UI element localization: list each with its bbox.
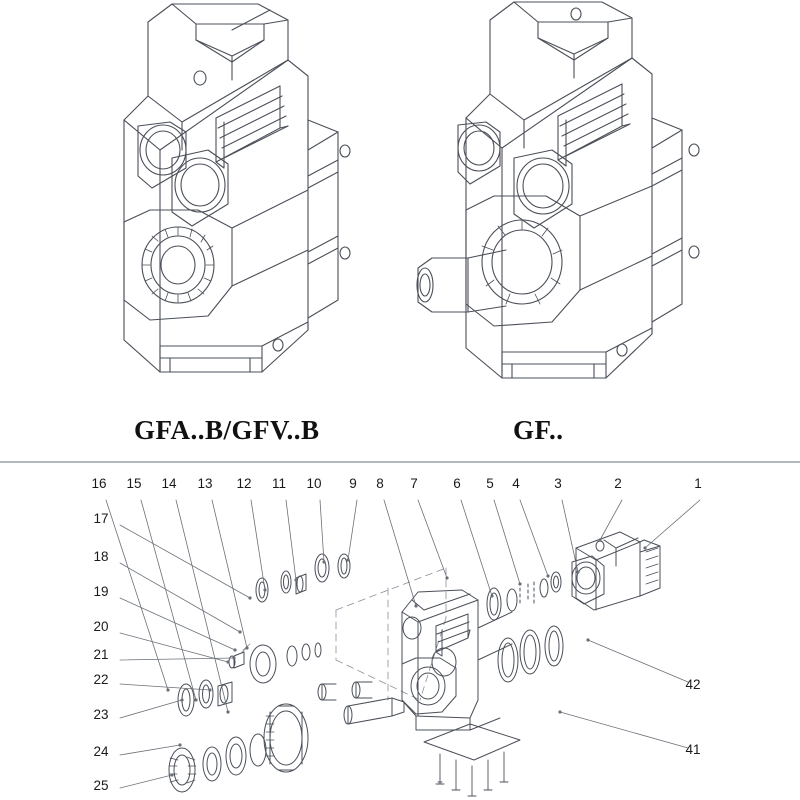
callout-label-25: 25 — [93, 778, 109, 793]
gearbox-view-left-geometry — [124, 4, 350, 372]
callout-label-17: 17 — [93, 511, 109, 526]
leader-endpoint-15 — [194, 698, 197, 701]
leader-line-1 — [645, 500, 700, 548]
callout-label-8: 8 — [376, 476, 384, 491]
leader-line-19 — [120, 598, 235, 650]
leader-line-12 — [251, 500, 265, 590]
callout-label-1: 1 — [694, 476, 702, 491]
gearbox-view-right-geometry — [417, 2, 699, 378]
leader-endpoint-23 — [180, 698, 183, 701]
leader-line-25 — [120, 775, 172, 788]
leader-endpoint-12 — [263, 588, 266, 591]
callout-label-14: 14 — [161, 476, 177, 491]
callout-label-12: 12 — [236, 476, 252, 491]
callout-label-13: 13 — [197, 476, 213, 491]
leader-endpoint-41 — [558, 710, 561, 713]
callout-label-18: 18 — [93, 549, 109, 564]
leader-line-2 — [600, 500, 622, 540]
leader-line-4 — [520, 500, 548, 576]
callout-label-11: 11 — [271, 476, 286, 491]
callout-label-15: 15 — [126, 476, 142, 491]
callout-label-2: 2 — [614, 476, 622, 491]
leader-line-7 — [418, 500, 447, 578]
leader-endpoint-14 — [226, 710, 229, 713]
leader-endpoint-5 — [518, 582, 521, 585]
callout-label-24: 24 — [93, 744, 109, 759]
callout-label-19: 19 — [93, 584, 109, 599]
leader-endpoint-6 — [490, 594, 493, 597]
leader-endpoint-19 — [233, 648, 236, 651]
leader-line-22 — [120, 684, 210, 690]
exploded-assembly-geometry — [169, 532, 660, 796]
caption-gf: GF.. — [513, 415, 564, 445]
leader-line-41 — [560, 712, 688, 748]
leader-line-10 — [320, 500, 324, 562]
callout-label-10: 10 — [306, 476, 322, 491]
leader-endpoint-7 — [445, 576, 448, 579]
leader-endpoint-20 — [226, 660, 229, 663]
callout-label-16: 16 — [91, 476, 107, 491]
leader-endpoint-3 — [576, 570, 579, 573]
leader-line-16 — [106, 500, 168, 690]
callout-label-41: 41 — [685, 742, 701, 757]
callout-label-42: 42 — [685, 677, 701, 692]
callout-label-22: 22 — [93, 672, 109, 687]
callout-label-5: 5 — [486, 476, 494, 491]
callout-label-3: 3 — [554, 476, 562, 491]
leader-endpoint-8 — [414, 604, 417, 607]
leader-endpoint-9 — [346, 558, 349, 561]
leader-endpoint-2 — [598, 538, 601, 541]
leader-line-3 — [562, 500, 578, 572]
leader-line-14 — [176, 500, 228, 712]
leader-line-6 — [461, 500, 492, 596]
callout-label-21: 21 — [93, 647, 109, 662]
leader-endpoint-13 — [245, 646, 248, 649]
caption-gfa-b-gfv-b: GFA..B/GFV..B — [134, 415, 320, 445]
callout-label-7: 7 — [410, 476, 418, 491]
leader-line-42 — [588, 640, 688, 682]
leader-endpoint-1 — [643, 546, 646, 549]
callout-label-9: 9 — [349, 476, 357, 491]
callout-label-20: 20 — [93, 619, 109, 634]
leader-endpoint-21 — [232, 656, 235, 659]
leader-line-11 — [286, 500, 296, 580]
leader-endpoint-42 — [586, 638, 589, 641]
leader-endpoint-17 — [248, 596, 251, 599]
leader-line-8 — [384, 500, 416, 606]
leader-endpoint-22 — [208, 688, 211, 691]
leader-endpoint-24 — [178, 743, 181, 746]
leader-line-15 — [141, 500, 196, 700]
leader-endpoint-18 — [238, 630, 241, 633]
callout-label-6: 6 — [453, 476, 461, 491]
leader-endpoint-10 — [322, 560, 325, 563]
callout-label-23: 23 — [93, 707, 109, 722]
leader-line-9 — [348, 500, 357, 560]
leader-endpoint-11 — [294, 578, 297, 581]
leader-endpoint-25 — [170, 773, 173, 776]
leader-line-24 — [120, 745, 180, 755]
callout-label-4: 4 — [512, 476, 520, 491]
leader-line-5 — [494, 500, 520, 584]
leader-endpoint-16 — [166, 688, 169, 691]
leader-line-23 — [120, 700, 182, 718]
leader-endpoint-4 — [546, 574, 549, 577]
